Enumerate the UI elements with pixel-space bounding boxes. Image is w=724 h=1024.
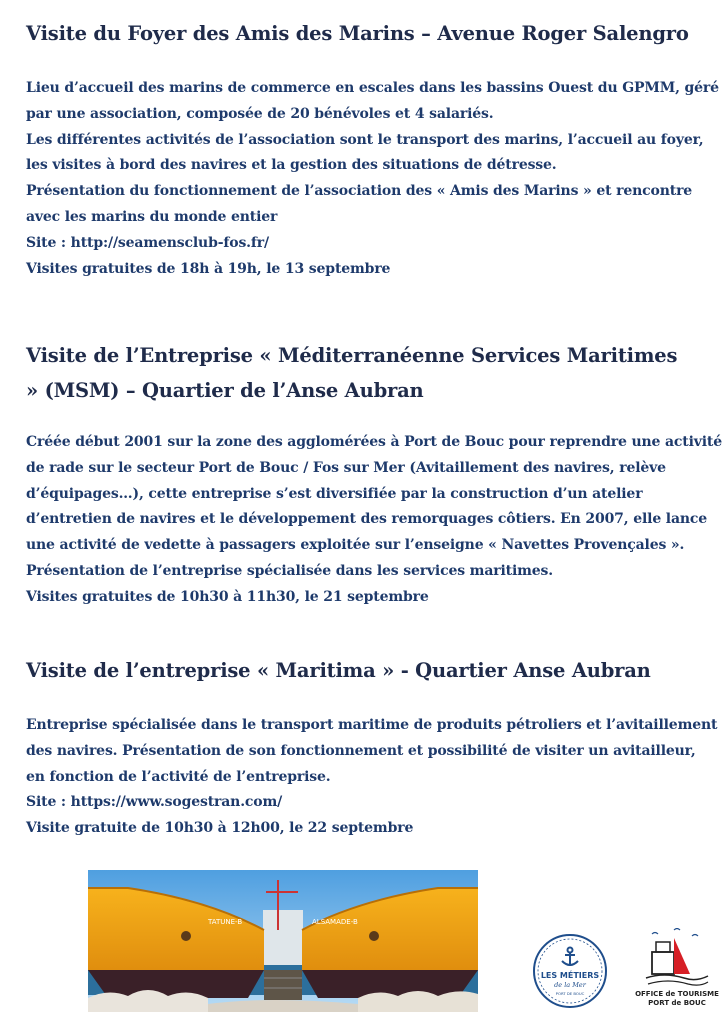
section-1-website[interactable]: Site : http://seamensclub-fos.fr/ [26, 234, 269, 251]
metiers-line1: LES MÉTIERS [540, 971, 600, 980]
section-1-line: Lieu d’accueil des marins de commerce en escales dans les bassins Ouest du GPMM, géré [26, 80, 719, 96]
section-1-line: Les différentes activités de l’association sont le transport des marins, l’accueil au foyer, [26, 131, 704, 148]
right-ship-name: ALSAMADE-B [312, 918, 358, 926]
section-3-title: Visite de l’entreprise « Maritima » - Quartier Anse Aubran [26, 659, 651, 682]
sail-icon [674, 938, 690, 974]
section-3-body [26, 713, 716, 842]
metiers-de-la-mer-logo [532, 933, 608, 1009]
section-2-line: Créée début 2001 sur la zone des agglomérées à Port de Bouc pour reprendre une activité [26, 434, 723, 450]
section-1-title: Visite du Foyer des Amis des Marins – Avenue Roger Salengro [26, 22, 689, 45]
ships-photo [88, 870, 478, 1012]
section-3-line: des navires. Présentation de son fonctionnement et possibilité de visiter un avitailleur, [26, 742, 696, 759]
section-2-line: une activité de vedette à passagers exploitée sur l’enseigne « Navettes Provençales ». [26, 537, 685, 554]
section-3-line: Entreprise spécialisée dans le transport maritime de produits pétroliers et l’avitaillement [26, 717, 718, 733]
metiers-line2: de la Mer [554, 981, 586, 989]
bird-icon [652, 933, 658, 935]
section-1-line: par une association, composée de 20 bénévoles et 4 salariés. [26, 105, 494, 122]
office-de-tourisme-label [632, 990, 722, 1008]
section-2-line: d’équipages…), cette entreprise s’est diversifiée par la construction d’un atelier [26, 485, 643, 502]
metiers-line3: PORT DE BOUC [555, 991, 585, 996]
section-2-title-line2: » (MSM) – Quartier de l’Anse Aubran [26, 379, 424, 402]
section-2-body [26, 430, 723, 611]
section-2-schedule: Visites gratuites de 10h30 à 11h30, le 21 septembre [26, 588, 429, 605]
section-2-title-line1: Visite de l’Entreprise « Méditerranéenne Services Maritimes [26, 344, 678, 367]
left-ship-name: TATUNE-B [208, 918, 243, 926]
section-1-body [26, 76, 719, 282]
office-line2: PORT de BOUC [648, 999, 706, 1007]
section-3-schedule: Visite gratuite de 10h30 à 12h00, le 22 septembre [26, 820, 414, 837]
section-2-title [26, 338, 706, 408]
section-3-line: en fonction de l’activité de l’entreprise. [26, 768, 331, 785]
section-1-line: les visites à bord des navires et la gestion des situations de détresse. [26, 157, 557, 174]
bird-icon [692, 935, 698, 937]
section-2-line: d’entretien de navires et le développement des remorquages côtiers. En 2007, elle lance [26, 511, 708, 528]
section-2-line: Présentation de l’entreprise spécialisée dans les services maritimes. [26, 562, 554, 579]
section-1-schedule: Visites gratuites de 18h à 19h, le 13 septembre [26, 260, 391, 277]
section-1-line: Présentation du fonctionnement de l’association des « Amis des Marins » et rencontre [26, 183, 693, 200]
section-2-line: de rade sur le secteur Port de Bouc / Fos sur Mer (Avitaillement des navires, relève [26, 459, 666, 476]
section-1-line: avec les marins du monde entier [26, 208, 278, 225]
section-3-website[interactable]: Site : https://www.sogestran.com/ [26, 794, 283, 811]
bird-icon [674, 929, 680, 931]
office-line1: OFFICE de TOURISME [635, 990, 719, 998]
